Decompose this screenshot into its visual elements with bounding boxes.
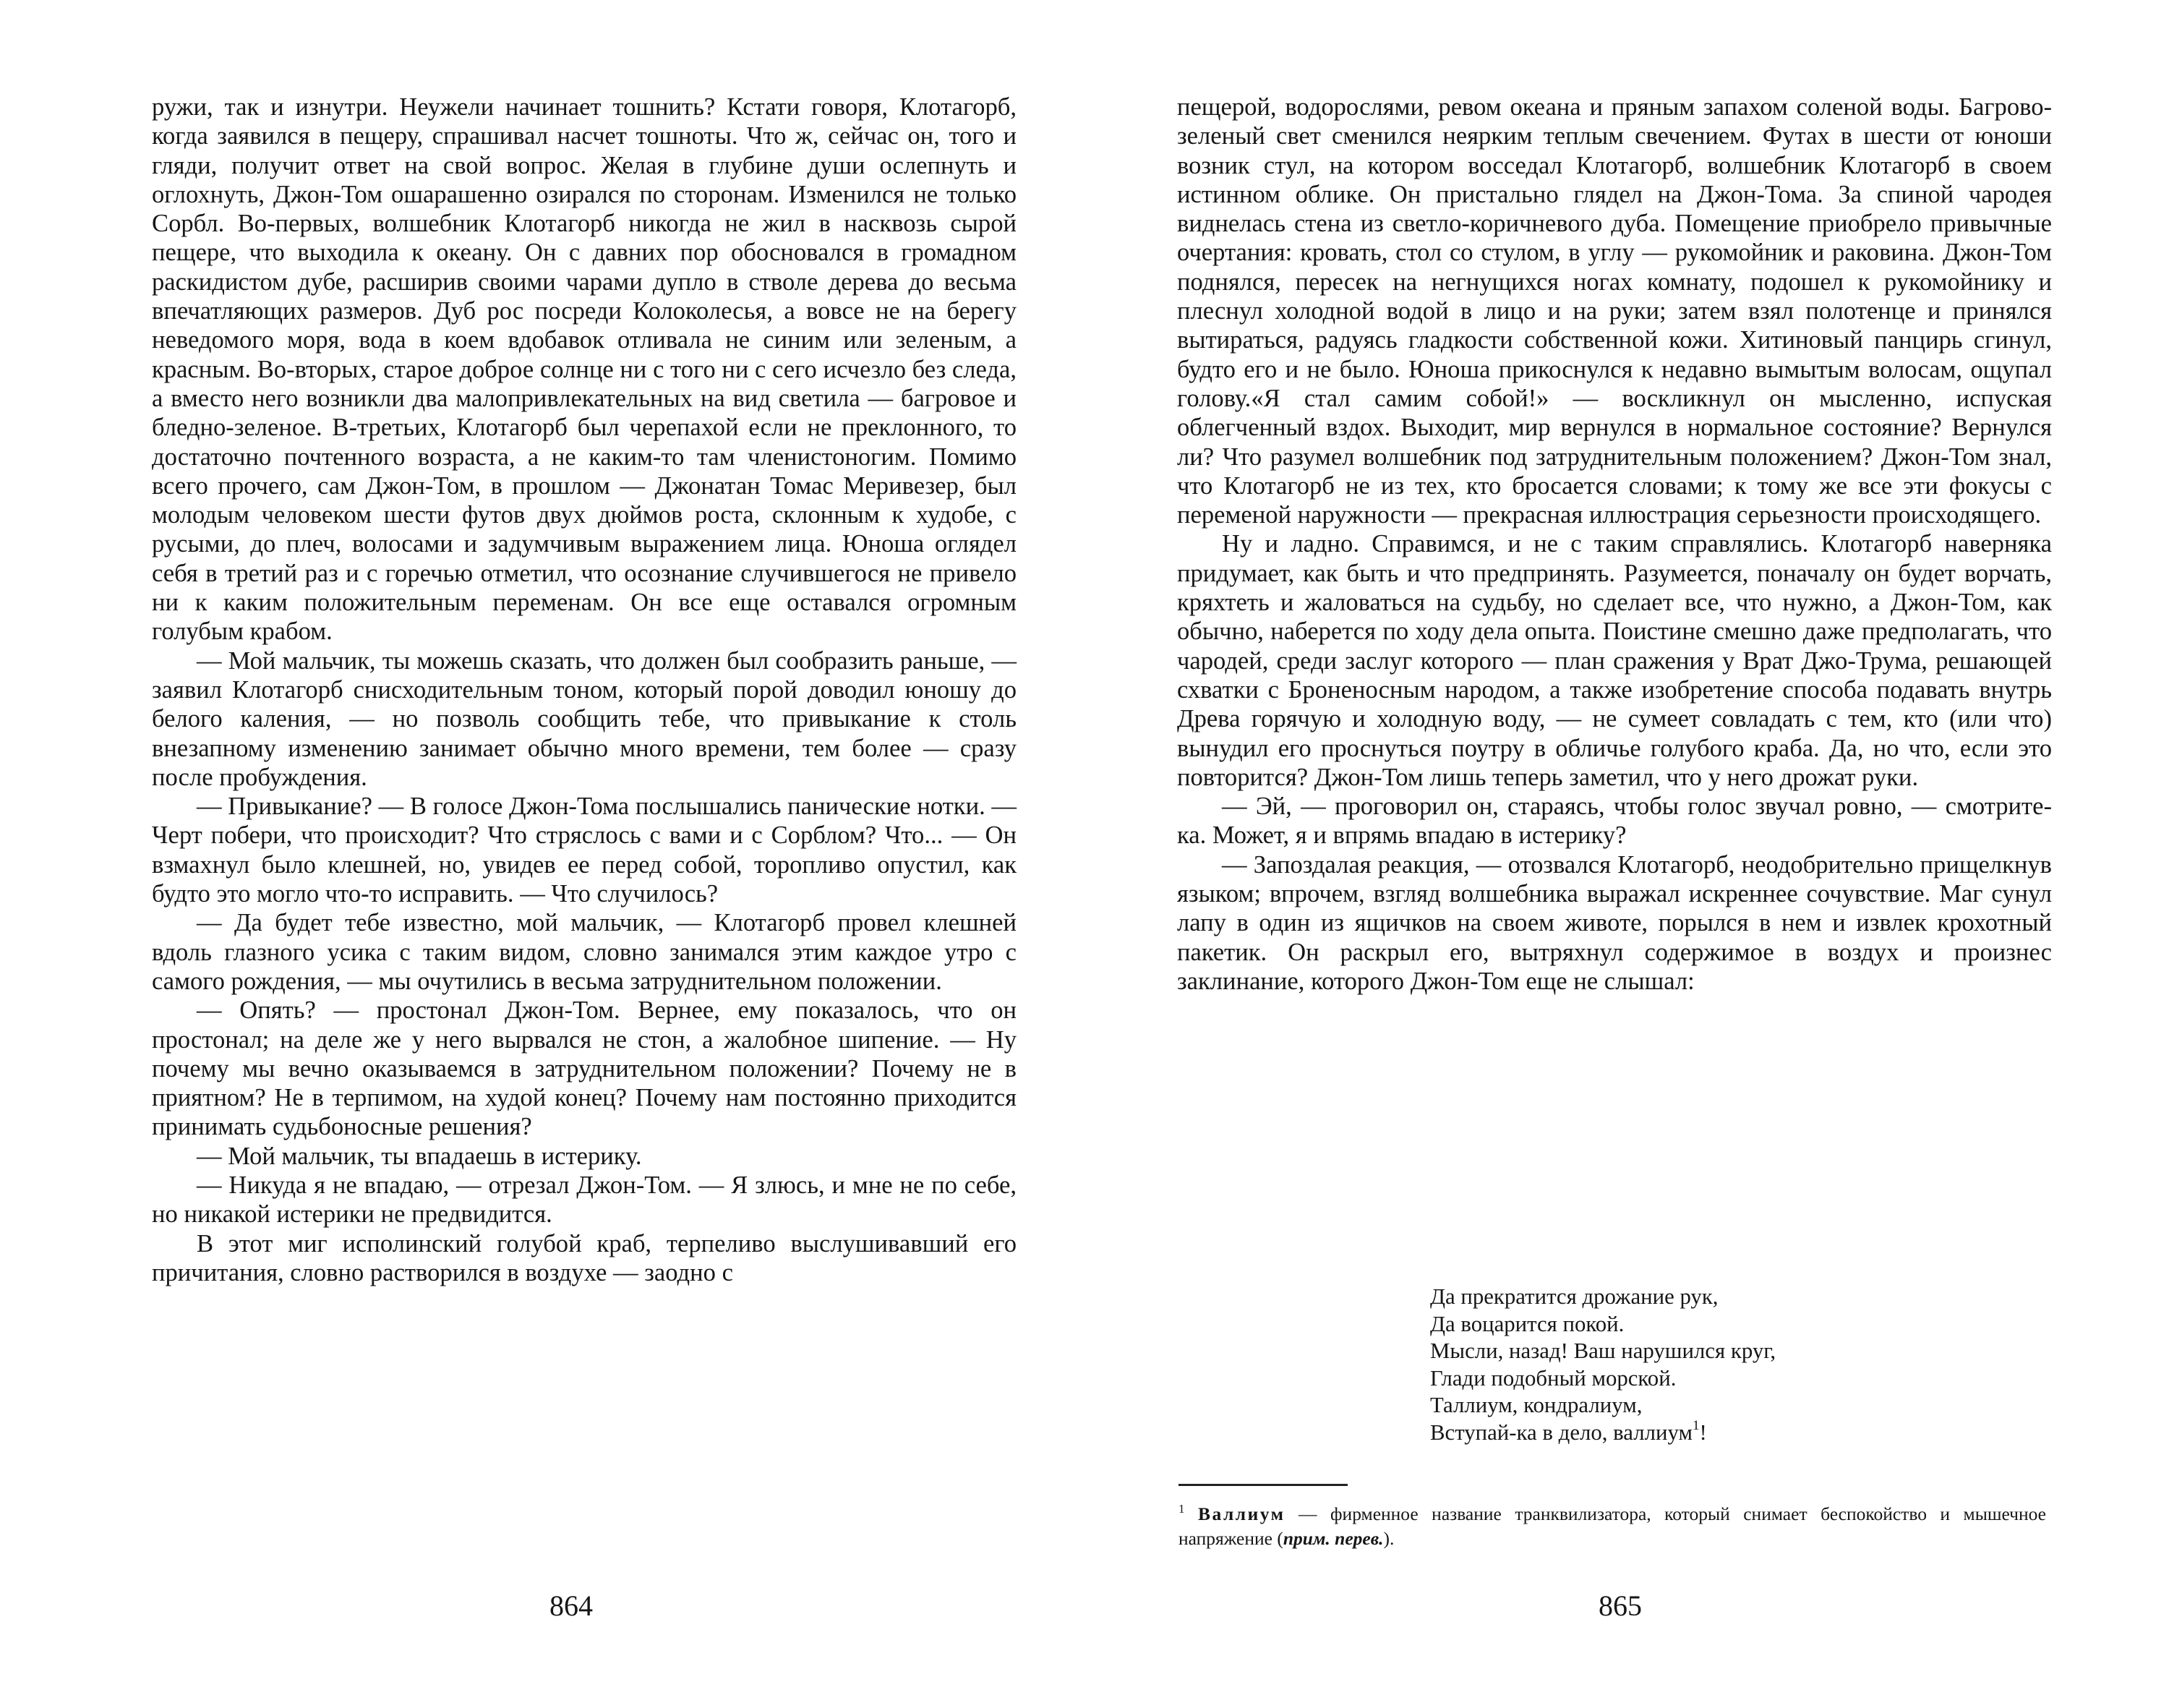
poem-line: Мысли, назад! Ваш нарушился круг, — [1430, 1338, 1776, 1364]
left-page-text — [152, 93, 1017, 1287]
paragraph: — Запоздалая реакция, — отозвался Клотагорб, неодобрительно прищелкнув языком; впрочем, взгляд волшебника выражал искреннее сочувствие. Маг сунул лапу в один из ящичков на своем животе, порылся в нем и извлек крохотный пакетик. Он раскрыл его, вытряхнул содержимое в воздух и произнес заклинание, которого Джон-Том еще не слышал: — [1177, 850, 2052, 995]
right-page-text — [1177, 93, 2052, 996]
footnote-number: 1 — [1178, 1502, 1185, 1516]
footnote-end: ). — [1383, 1528, 1395, 1549]
paragraph: — Никуда я не впадаю, — отрезал Джон-Том. — Я злюсь, и мне не по себе, но никакой истерики не предвидится. — [152, 1171, 1017, 1229]
paragraph: — Да будет тебе известно, мой мальчик, — Клотагорб провел клешней вдоль глазного усика с таким видом, словно занимался этим каждое утро с самого рождения, — мы очутились в весьма затруднительном положении. — [152, 909, 1017, 995]
footnote — [1178, 1502, 2046, 1551]
footnote-marker: 1 — [1692, 1417, 1700, 1433]
poem-line-tail: ! — [1699, 1419, 1707, 1445]
paragraph: — Мой мальчик, ты можешь сказать, что должен был сообразить раньше, — заявил Клотагорб снисходительным тоном, который порой доводил юношу до белого каления, — но позволь сообщить тебе, что привыкание к столь внезапному изменению занимает обычно много времени, тем более — сразу после пробуждения. — [152, 646, 1017, 791]
poem-line: Да воцарится покой. — [1430, 1311, 1625, 1336]
footnote-text: — фирменное название транквилизатора, который снимает беспокойство и мышечное напряжение ( — [1178, 1503, 2046, 1549]
paragraph: В этот миг исполинский голубой краб, терпеливо выслушивавший его причитания, словно растворился в воздухе — заодно с — [152, 1229, 1017, 1286]
poem-line: Таллиум, кондралиум, — [1430, 1393, 1643, 1418]
paragraph: — Привыкание? — В голосе Джон-Тома послышались панические нотки. — Черт побери, что происходит? Что стряслось с вами и с Сорблом? Что... — Он взмахнул было клешней, но, увидев ее перед собой, торопливо опустил, как будто это могло что-то исправить. — Что случилось? — [152, 793, 1017, 908]
footnote-divider — [1178, 1484, 1348, 1486]
poem-line-text: Вступай-ка в дело, валлиум — [1430, 1419, 1693, 1445]
incantation-poem — [1430, 1284, 1864, 1447]
poem-line: Глади подобный морской. — [1430, 1365, 1677, 1391]
page-number: 864 — [549, 1589, 593, 1622]
poem-line-last — [1430, 1419, 1864, 1447]
paragraph: — Эй, — проговорил он, стараясь, чтобы голос звучал ровно, — смотрите-ка. Может, я и впрямь впадаю в истерику? — [1177, 793, 2052, 850]
poem-line: Да прекратится дрожание рук, — [1430, 1284, 1719, 1309]
paragraph: — Опять? — простонал Джон-Том. Вернее, ему показалось, что он простонал; на деле же у него вырвался не стон, а жалобное шипение. — Ну почему мы вечно оказываемся в затруднительном положении? Почему не в приятном? Не в терпимом, на худой конец? Почему нам постоянно приходится принимать судьбоносные решения? — [152, 996, 1017, 1141]
paragraph: Ну и ладно. Справимся, и не с таким справлялись. Клотагорб наверняка придумает, как быть и что предпринять. Разумеется, поначалу он будет ворчать, кряхтеть и жаловаться на судьбу, но сделает все, что нужно, а Джон-Том, как обычно, наберется по ходу дела опыта. Поистине смешно даже предполагать, что чародей, среди заслуг которого — план сражения у Врат Джо-Трума, решающей схватки с Броненосным народом, а также изобретение способа подавать внутрь Древа горячую и холодную воду, — не сумеет совладать с тем, кто (или что) вынудил его проснуться поутру в обличье голубого краба. Да, но что, если это повторится? Джон-Том лишь теперь заметил, что у него дрожат руки. — [1177, 530, 2052, 791]
paragraph: пещерой, водорослями, ревом океана и пряным запахом соленой воды. Багрово-зеленый свет сменился неярким теплым свечением. Футах в шести от юноши возник стул, на котором восседал Клотагорб, волшебник Клотагорб в своем истинном облике. Он пристально глядел на Джон-Тома. За спиной чародея виднелась стена из светло-коричневого дуба. Помещение приобрело привычные очертания: кровать, стол со стулом, в углу — рукомойник и раковина. Джон-Том поднялся, пересек на негнущихся ногах комнату, подошел к рукомойнику и плеснул холодной водой в лицо и на руки; затем взял полотенце и принялся вытираться, радуясь гладкости собственной кожи. Хитиновый панцирь сгинул, будто его и не было. Юноша прикоснулся к недавно вымытым волосам, ощупал голову.«Я стал самим собой!» — воскликнул он мысленно, испуская облегченный вздох. Выходит, мир вернулся в нормальное состояние? Вернулся ли? Что разумел волшебник под затруднительным положением? Джон-Том знал, что Клотагорб не из тех, кто бросается словами; к тому же все эти фокусы с переменой наружности — прекрасная иллюстрация серьезности происходящего. — [1177, 93, 2052, 529]
right-page — [1084, 0, 2169, 1708]
left-page — [0, 0, 1084, 1708]
page-number: 865 — [1599, 1589, 1642, 1622]
paragraph: ружи, так и изнутри. Неужели начинает тошнить? Кстати говоря, Клотагорб, когда заявился в пещеру, спрашивал насчет тошноты. Что ж, сейчас он, того и гляди, получит ответ на свой вопрос. Желая в глубине души ослепнуть и оглохнуть, Джон-Том ошарашенно озирался по сторонам. Изменился не только Сорбл. Во-первых, волшебник Клотагорб никогда не жил в насквозь сырой пещере, что выходила к океану. Он с давних пор обосновался в громадном раскидистом дубе, расширив своими чарами дупло в стволе дерева до весьма впечатляющих размеров. Дуб рос посреди Колоколесья, а вовсе не на берегу неведомого моря, вода в коем вдобавок отливала не синим или зеленым, а красным. Во-вторых, старое доброе солнце ни с того ни с сего исчезло без следа, а вместо него возникли два малопривлекательных на вид светила — багровое и бледно-зеленое. В-третьих, Клотагорб был черепахой если не преклонного, то достаточно почтенного возраста, а не каким-то там членистоногим. Помимо всего прочего, сам Джон-Том, в прошлом — Джонатан Томас Меривезер, был молодым человеком шести футов двух дюймов роста, склонным к худобе, с русыми, до плеч, волосами и задумчивым выражением лица. Юноша оглядел себя в третий раз и с горечью отметил, что осознание случившегося не привело ни к каким положительным переменам. Он все еще оставался огромным голубым крабом. — [152, 93, 1017, 646]
footnote-translator-note: прим. перев. — [1283, 1528, 1384, 1549]
paragraph: — Мой мальчик, ты впадаешь в истерику. — [197, 1142, 642, 1170]
footnote-term: Валлиум — [1197, 1503, 1285, 1524]
